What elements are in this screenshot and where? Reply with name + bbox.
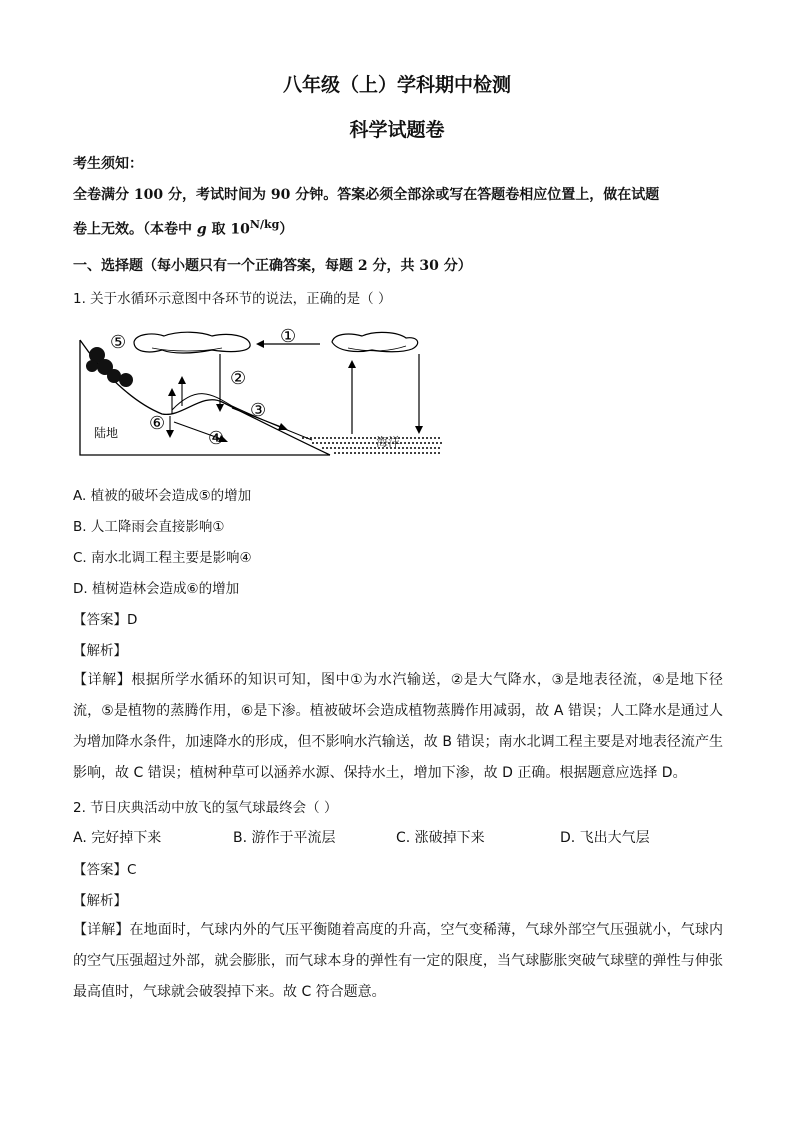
marker-6: ⑥: [149, 413, 166, 434]
cloud-left-icon: [134, 332, 250, 353]
label-land: 陆地: [94, 426, 119, 440]
surface-flow-band: [172, 394, 312, 440]
ocean-water: [302, 438, 442, 453]
label-ocean: 海洋: [376, 435, 401, 449]
marker-4: ④: [208, 428, 225, 449]
marker-1: ①: [280, 326, 297, 347]
tree-icon: [86, 347, 133, 387]
q1-option-d: D. 植树造林会造成⑥的增加: [73, 581, 240, 597]
q2-option-d: D. 飞出大气层: [560, 830, 650, 846]
exam-title: 八年级（上）学科期中检测: [282, 74, 511, 96]
q1-option-a: A. 植被的破坏会造成⑤的增加: [73, 488, 252, 504]
section-heading: 一、选择题（每小题只有一个正确答案，每题 2 分，共 30 分）: [73, 258, 472, 274]
q2-answer: 【答案】C: [73, 862, 137, 878]
q1-option-c: C. 南水北调工程主要是影响④: [73, 550, 252, 566]
q2-analysis: 【解析】: [73, 893, 127, 909]
q2-detail: 【详解】在地面时，气球内外的气压平衡随着高度的升高，空气变稀薄，气球外部空气压强就小，气球内的空气压强超过外部，就会膨胀，而气球本身的弹性有一定的限度，当气球膨胀突破气球壁的弹性与伸张最高值时，气球就会破裂掉下来。故 C 符合题意。: [73, 922, 723, 1000]
notice-g-symbol: g: [196, 221, 207, 238]
q2-option-c: C. 涨破掉下来: [396, 830, 485, 846]
q2-option-b: B. 游作于平流层: [233, 830, 336, 846]
q2-option-a: A. 完好掉下来: [73, 830, 162, 846]
notice-line-2-post: ）: [279, 221, 294, 238]
q2-stem: 2. 节日庆典活动中放飞的氢气球最终会（ ）: [73, 800, 338, 816]
q1-answer: 【答案】D: [73, 612, 138, 628]
notice-line-2: [73, 218, 293, 239]
q1-analysis: 【解析】: [73, 643, 127, 659]
q1-option-b: B. 人工降雨会直接影响①: [73, 519, 225, 535]
q1-detail: 【详解】根据所学水循环的知识可知，图中①为水汽输送，②是大气降水，③是地表径流，④是地下径流，⑤是植物的蒸腾作用，⑥是下渗。植被破坏会造成植物蒸腾作用减弱，故 A 错误；人工降水是通过人为增加降水条件，加速降水的形成，但不影响水汽输送，故 B 错误；南水北调工程主要是对地表径流产生影响，故 C 错误；植树种草可以涵养水源、保持水土，增加下渗，故 D 正确。根据题意应选择 D。: [73, 672, 723, 781]
notice-unit: N/kg: [249, 218, 280, 231]
notice-heading: 考生须知：: [73, 156, 143, 172]
notice-line-2-pre: 卷上无效。（本卷中: [73, 221, 197, 238]
water-cycle-diagram: [72, 322, 452, 462]
exam-subtitle: 科学试题卷: [349, 119, 445, 141]
marker-5: ⑤: [110, 332, 127, 353]
cloud-right-icon: [332, 332, 418, 351]
notice-line-1: 全卷满分 100 分，考试时间为 90 分钟。答案必须全部涂或写在答题卷相应位置上，做在试题: [73, 187, 660, 203]
marker-2: ②: [230, 368, 247, 389]
marker-3: ③: [250, 400, 267, 421]
q1-stem: 1. 关于水循环示意图中各环节的说法，正确的是（ ）: [73, 291, 392, 307]
notice-line-2-mid: 取 10: [206, 221, 250, 238]
